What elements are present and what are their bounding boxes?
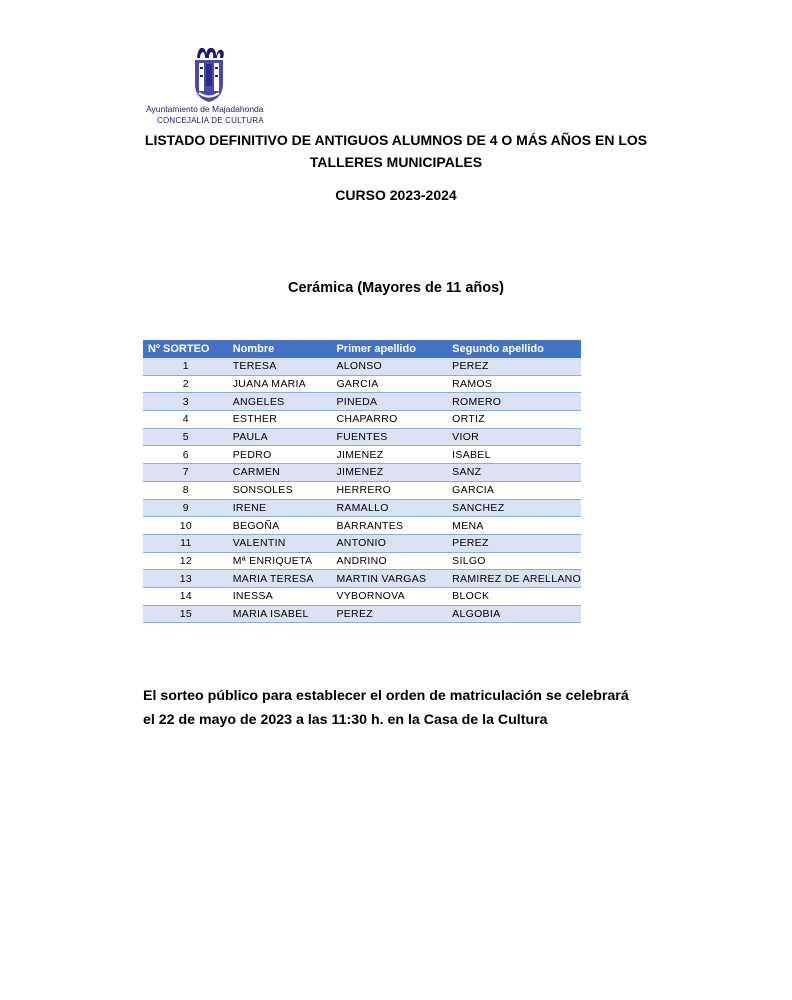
students-table	[143, 340, 581, 623]
second-surname-cell: SANCHEZ	[448, 499, 581, 517]
first-surname-cell: PINEDA	[332, 393, 448, 411]
draw-number-cell: 7	[143, 464, 229, 482]
first-name-cell: MARIA TERESA	[229, 570, 333, 588]
draw-number-cell: 10	[143, 517, 229, 535]
first-surname-cell: HERRERO	[332, 481, 448, 499]
course-year: CURSO 2023-2024	[335, 187, 457, 203]
table-row	[143, 499, 581, 517]
first-surname-cell: ANDRINO	[332, 552, 448, 570]
first-surname-cell: MARTIN VARGAS	[332, 570, 448, 588]
first-surname-cell: JIMENEZ	[332, 464, 448, 482]
first-name-cell: ANGELES	[229, 393, 333, 411]
first-name-cell: PAULA	[229, 428, 333, 446]
draw-number-cell: 6	[143, 446, 229, 464]
first-surname-cell: JIMENEZ	[332, 446, 448, 464]
table-row	[143, 534, 581, 552]
second-surname-cell: PEREZ	[448, 358, 581, 375]
first-surname-cell: FUENTES	[332, 428, 448, 446]
table-row	[143, 481, 581, 499]
first-surname-cell: GARCIA	[332, 375, 448, 393]
first-surname-cell: RAMALLO	[332, 499, 448, 517]
table-row	[143, 552, 581, 570]
draw-notice-line-1: El sorteo público para establecer el orden de matriculación se celebrará	[143, 688, 629, 704]
column-header-first-name: Nombre	[229, 340, 333, 358]
first-surname-cell: ANTONIO	[332, 534, 448, 552]
draw-number-cell: 13	[143, 570, 229, 588]
first-surname-cell: BARRANTES	[332, 517, 448, 535]
first-name-cell: MARIA ISABEL	[229, 605, 333, 623]
first-name-cell: INESSA	[229, 587, 333, 605]
first-surname-cell: CHAPARRO	[332, 411, 448, 429]
draw-number-cell: 12	[143, 552, 229, 570]
column-header-draw-number: Nº SORTEO	[143, 340, 229, 358]
table-row	[143, 446, 581, 464]
second-surname-cell: ISABEL	[448, 446, 581, 464]
first-name-cell: Mª ENRIQUETA	[229, 552, 333, 570]
draw-notice	[143, 684, 703, 732]
logo-town-name: Ayuntamiento de Majadahonda	[146, 104, 264, 114]
table-row	[143, 411, 581, 429]
document-title-line-2: TALLERES MUNICIPALES	[309, 154, 483, 170]
draw-number-cell: 11	[143, 534, 229, 552]
draw-number-cell: 9	[143, 499, 229, 517]
table-row	[143, 464, 581, 482]
draw-notice-line-2: el 22 de mayo de 2023 a las 11:30 h. en la Casa de la Cultura	[143, 712, 548, 728]
second-surname-cell: RAMIREZ DE ARELLANO	[448, 570, 581, 588]
first-name-cell: IRENE	[229, 499, 333, 517]
second-surname-cell: ALGOBIA	[448, 605, 581, 623]
table-row	[143, 375, 581, 393]
draw-number-cell: 15	[143, 605, 229, 623]
first-name-cell: ESTHER	[229, 411, 333, 429]
second-surname-cell: BLOCK	[448, 587, 581, 605]
second-surname-cell: VIOR	[448, 428, 581, 446]
logo-department-name: CONCEJALÍA DE CULTURA	[157, 116, 264, 125]
document-title-line-1: LISTADO DEFINITIVO DE ANTIGUOS ALUMNOS DE 4 O MÁS AÑOS EN LOS	[144, 132, 648, 148]
second-surname-cell: ROMERO	[448, 393, 581, 411]
table-row	[143, 605, 581, 623]
second-surname-cell: GARCIA	[448, 481, 581, 499]
second-surname-cell: SILGO	[448, 552, 581, 570]
first-surname-cell: VYBORNOVA	[332, 587, 448, 605]
draw-number-cell: 3	[143, 393, 229, 411]
first-surname-cell: ALONSO	[332, 358, 448, 375]
workshop-heading: Cerámica (Mayores de 11 años)	[288, 280, 504, 296]
draw-number-cell: 8	[143, 481, 229, 499]
table-row	[143, 393, 581, 411]
majadahonda-logo	[146, 44, 276, 126]
second-surname-cell: MENA	[448, 517, 581, 535]
column-header-first-surname: Primer apellido	[332, 340, 448, 358]
draw-number-cell: 2	[143, 375, 229, 393]
first-name-cell: PEDRO	[229, 446, 333, 464]
second-surname-cell: ORTIZ	[448, 411, 581, 429]
first-name-cell: JUANA MARIA	[229, 375, 333, 393]
first-name-cell: TERESA	[229, 358, 333, 375]
table-row	[143, 517, 581, 535]
table-row	[143, 428, 581, 446]
draw-number-cell: 4	[143, 411, 229, 429]
second-surname-cell: PEREZ	[448, 534, 581, 552]
table-row	[143, 587, 581, 605]
second-surname-cell: RAMOS	[448, 375, 581, 393]
first-name-cell: BEGOÑA	[229, 517, 333, 535]
first-surname-cell: PEREZ	[332, 605, 448, 623]
first-name-cell: VALENTIN	[229, 534, 333, 552]
coat-of-arms-icon	[192, 44, 226, 106]
draw-number-cell: 5	[143, 428, 229, 446]
column-header-second-surname: Segundo apellido	[448, 340, 581, 358]
draw-number-cell: 1	[143, 358, 229, 375]
second-surname-cell: SANZ	[448, 464, 581, 482]
first-name-cell: CARMEN	[229, 464, 333, 482]
table-body	[143, 358, 581, 623]
first-name-cell: SONSOLES	[229, 481, 333, 499]
draw-number-cell: 14	[143, 587, 229, 605]
table-row	[143, 358, 581, 375]
table-header-row	[143, 340, 581, 358]
table-row	[143, 570, 581, 588]
